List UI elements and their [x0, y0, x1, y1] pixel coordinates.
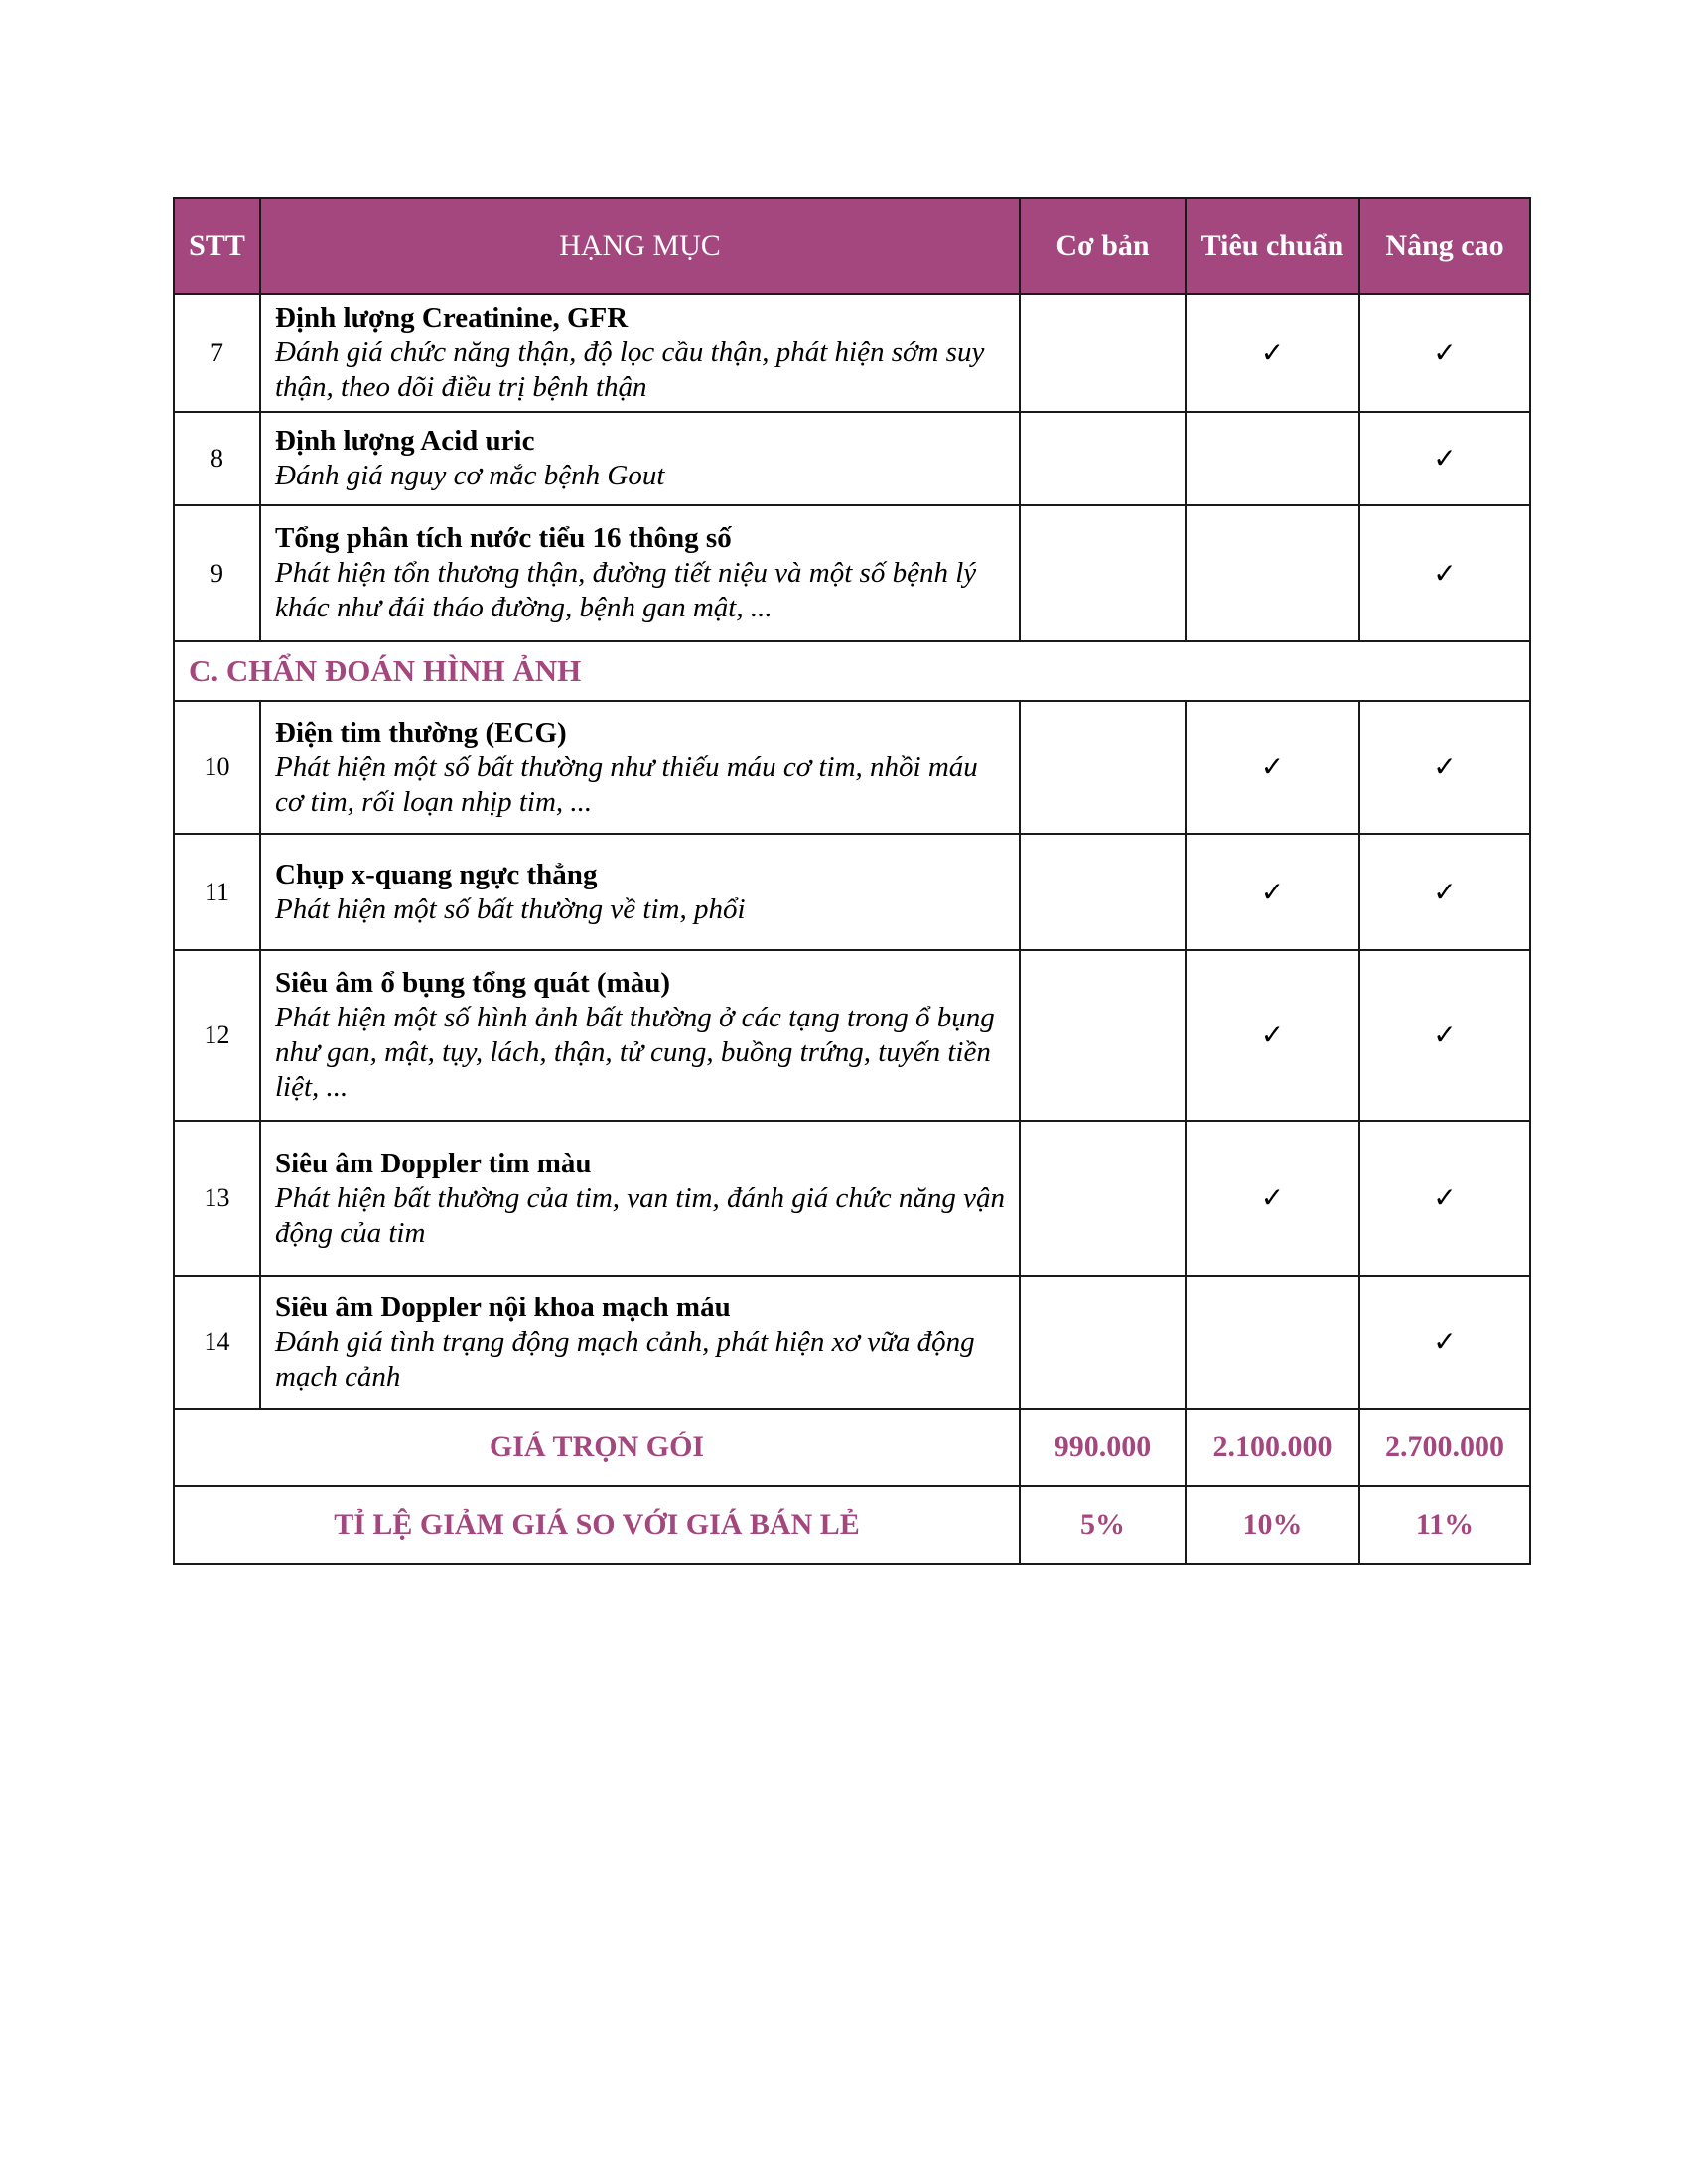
row-number: 12	[174, 950, 260, 1121]
item-name: Định lượng Creatinine, GFR	[275, 302, 629, 334]
advanced-price: 2.700.000	[1359, 1409, 1530, 1486]
checkmark-icon: ✓	[1433, 338, 1457, 369]
section-row	[174, 641, 1530, 701]
table-row	[174, 412, 1530, 505]
standard-check-cell	[1186, 412, 1359, 505]
standard-check-cell	[1186, 701, 1359, 834]
checkmark-icon: ✓	[1260, 752, 1285, 783]
section-title: C. CHẨN ĐOÁN HÌNH ẢNH	[174, 641, 1530, 701]
stt-header: STT	[174, 198, 260, 294]
standard-check-cell	[1186, 950, 1359, 1121]
checkmark-icon: ✓	[1260, 877, 1285, 908]
table-row	[174, 701, 1530, 834]
row-number: 13	[174, 1121, 260, 1276]
standard-check-cell	[1186, 505, 1359, 641]
basic-discount: 5%	[1020, 1486, 1186, 1564]
basic-check-cell	[1020, 1121, 1186, 1276]
checkmark-icon: ✓	[1260, 1183, 1285, 1214]
standard-price: 2.100.000	[1186, 1409, 1359, 1486]
package-price-row	[174, 1409, 1530, 1486]
table-row	[174, 834, 1530, 950]
item-cell	[260, 412, 1020, 505]
item-header: HẠNG MỤC	[260, 198, 1020, 294]
advanced-check-cell	[1359, 701, 1530, 834]
basic-check-cell	[1020, 412, 1186, 505]
item-description: Đánh giá tình trạng động mạch cảnh, phát hiện xơ vữa động mạch cảnh	[275, 1325, 975, 1393]
advanced-check-cell	[1359, 505, 1530, 641]
discount-label: TỈ LỆ GIẢM GIÁ SO VỚI GIÁ BÁN LẺ	[174, 1486, 1020, 1564]
advanced-check-cell	[1359, 1276, 1530, 1409]
basic-check-cell	[1020, 294, 1186, 412]
row-number: 14	[174, 1276, 260, 1409]
checkmark-icon: ✓	[1433, 752, 1457, 783]
item-name: Định lượng Acid uric	[275, 425, 535, 457]
item-name: Điện tim thường (ECG)	[275, 716, 567, 749]
checkmark-icon: ✓	[1260, 1021, 1285, 1051]
item-name: Siêu âm Doppler tim màu	[275, 1147, 592, 1179]
item-description: Phát hiện một số hình ảnh bất thường ở các tạng trong ổ bụng như gan, mật, tụy, lách, thận, tử cung, buồng trứng, tuyến tiền liệt, ...	[275, 1002, 995, 1103]
item-cell	[260, 701, 1020, 834]
standard-package-header: Tiêu chuẩn	[1186, 198, 1359, 294]
item-cell	[260, 834, 1020, 950]
standard-discount: 10%	[1186, 1486, 1359, 1564]
row-number: 8	[174, 412, 260, 505]
package-price-label: GIÁ TRỌN GÓI	[174, 1409, 1020, 1486]
standard-check-cell	[1186, 1276, 1359, 1409]
item-name: Siêu âm Doppler nội khoa mạch máu	[275, 1291, 731, 1323]
item-description: Phát hiện một số bất thường như thiếu máu cơ tim, nhồi máu cơ tim, rối loạn nhịp tim, ...	[275, 751, 978, 818]
item-description: Phát hiện một số bất thường về tim, phổi	[275, 892, 746, 925]
checkmark-icon: ✓	[1260, 338, 1285, 369]
item-cell	[260, 950, 1020, 1121]
advanced-discount: 11%	[1359, 1486, 1530, 1564]
item-description: Đánh giá nguy cơ mắc bệnh Gout	[275, 460, 665, 491]
row-number: 9	[174, 505, 260, 641]
item-cell	[260, 1276, 1020, 1409]
basic-check-cell	[1020, 701, 1186, 834]
package-comparison-sheet	[173, 197, 1529, 1565]
basic-check-cell	[1020, 1276, 1186, 1409]
advanced-check-cell	[1359, 834, 1530, 950]
checkmark-icon: ✓	[1433, 1183, 1457, 1214]
standard-check-cell	[1186, 834, 1359, 950]
standard-check-cell	[1186, 1121, 1359, 1276]
checkmark-icon: ✓	[1433, 1021, 1457, 1051]
checkmark-icon: ✓	[1433, 877, 1457, 908]
basic-check-cell	[1020, 834, 1186, 950]
item-cell	[260, 505, 1020, 641]
table-row	[174, 950, 1530, 1121]
table-row	[174, 505, 1530, 641]
item-cell	[260, 294, 1020, 412]
item-description: Phát hiện bất thường của tim, van tim, đánh giá chức năng vận động của tim	[275, 1181, 1005, 1249]
advanced-check-cell	[1359, 950, 1530, 1121]
row-number: 7	[174, 294, 260, 412]
checkmark-icon: ✓	[1433, 1327, 1457, 1358]
table-row	[174, 1121, 1530, 1276]
standard-check-cell	[1186, 294, 1359, 412]
advanced-check-cell	[1359, 412, 1530, 505]
discount-row	[174, 1486, 1530, 1564]
table-row	[174, 294, 1530, 412]
row-number: 10	[174, 701, 260, 834]
package-table	[173, 197, 1531, 1565]
basic-package-header: Cơ bản	[1020, 198, 1186, 294]
item-name: Chụp x-quang ngực thẳng	[275, 858, 598, 890]
item-cell	[260, 1121, 1020, 1276]
row-number: 11	[174, 834, 260, 950]
advanced-check-cell	[1359, 294, 1530, 412]
basic-price: 990.000	[1020, 1409, 1186, 1486]
table-row	[174, 1276, 1530, 1409]
item-name: Tổng phân tích nước tiểu 16 thông số	[275, 522, 732, 554]
item-description: Đánh giá chức năng thận, độ lọc cầu thận, phát hiện sớm suy thận, theo dõi điều trị bệnh thận	[275, 337, 985, 403]
advanced-check-cell	[1359, 1121, 1530, 1276]
item-name: Siêu âm ổ bụng tổng quát (màu)	[275, 967, 671, 999]
advanced-package-header: Nâng cao	[1359, 198, 1530, 294]
basic-check-cell	[1020, 950, 1186, 1121]
table-header-row	[174, 198, 1530, 294]
checkmark-icon: ✓	[1433, 558, 1457, 590]
basic-check-cell	[1020, 505, 1186, 641]
checkmark-icon: ✓	[1433, 444, 1457, 475]
item-description: Phát hiện tổn thương thận, đường tiết niệu và một số bệnh lý khác như đái tháo đường, bệnh gan mật, ...	[275, 557, 977, 623]
